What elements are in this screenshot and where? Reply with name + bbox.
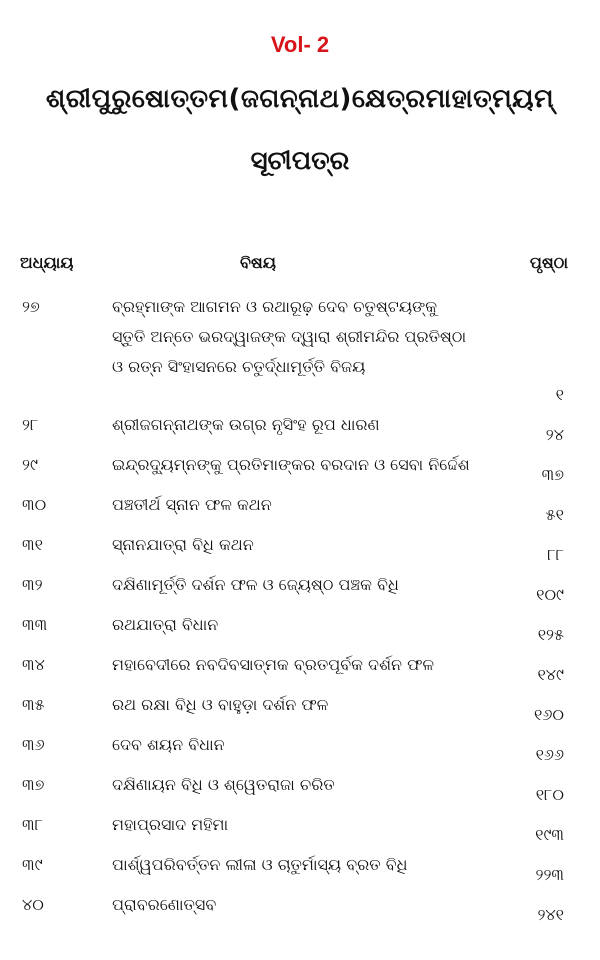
toc-row	[0, 292, 600, 410]
chapter-number: ୨୮	[22, 415, 39, 434]
page-number: ୧୪୯	[537, 665, 564, 684]
chapter-subject: ଦକ୍ଷିଣାମୂର୍ତ୍ତି ଦର୍ଶନ ଫଳ ଓ ଜ୍ୟେଷ୍ଠ ପଞ୍ଚକ ବିଧି	[112, 575, 399, 594]
toc-row	[0, 730, 600, 770]
book-title: ଶ୍ରୀପୁରୁଷୋତ୍ତମ(ଜଗନ୍ନାଥ)କ୍ଷେତ୍ରମାହାତ୍ମ୍ୟମ୍	[45, 84, 555, 114]
page-number: ୧୮୦	[535, 785, 564, 804]
toc-row	[0, 490, 600, 530]
page-number: ୧୦୯	[536, 585, 564, 604]
chapter-number: ୩୩	[22, 615, 48, 634]
toc-row	[0, 610, 600, 650]
chapter-number: ୩୧	[22, 535, 43, 554]
chapter-subject: ପଞ୍ଚତୀର୍ଥ ସ୍ନାନ ଫଳ କଥନ	[112, 495, 272, 514]
page-number: ୧୨୫	[537, 625, 564, 644]
subject-column-header: ବିଷୟ	[240, 253, 276, 272]
chapter-subject: ଶ୍ରୀଜଗନ୍ନାଥଙ୍କ ଉଗ୍ର ନୃସିଂହ ରୂପ ଧାରଣ	[112, 415, 380, 434]
chapter-subject: ଦକ୍ଷିଣାୟନ ବିଧି ଓ ଶ୍ୱେତରାଜା ଚରିତ	[112, 775, 335, 794]
toc-row	[0, 530, 600, 570]
toc-row	[0, 890, 600, 930]
table-of-contents	[0, 292, 600, 930]
chapter-subject: ପାର୍ଶ୍ୱପରିବର୍ତ୍ତନ ଲୀଳା ଓ ଚାତୁର୍ମାସ୍ୟ ବ୍ରତ ବିଧି	[112, 855, 408, 874]
chapter-subject: ଦେବ ଶୟନ ବିଧାନ	[112, 735, 225, 754]
chapter-subject: ମହାବେଦୀରେ ନବଦିବସାତ୍ମକ ବ୍ରତପୂର୍ବକ ଦର୍ଶନ ଫଳ	[112, 655, 434, 674]
chapter-number: ୪୦	[22, 895, 44, 914]
page-number: ୧	[555, 385, 564, 404]
page-number: ୧୬୦	[534, 705, 564, 724]
volume-label: Vol- 2	[270, 32, 330, 57]
page-number: ୨୨୩	[535, 865, 564, 884]
chapter-subject: ବ୍ରହ୍ମାଙ୍କ ଆଗମନ ଓ ରଥାରୂଢ଼ ଦେବ ଚତୁଷ୍ଟୟଙ୍କୁ ସ୍ତୁତି ଅନ୍ତେ ଭରଦ୍ୱାଜଙ୍କ ଦ୍ୱାରା ଶ୍ରୀମନ୍ଦିର ପ୍ରତିଷ୍ଠା ଓ ରତ୍ନ ସିଂହାସନରେ ଚତୁର୍ଦ୍ଧାମୂର୍ତ୍ତି ବିଜୟ	[112, 297, 467, 376]
page-number: ୧୯୩	[535, 825, 564, 844]
toc-row	[0, 410, 600, 450]
chapter-subject: ଇନ୍ଦ୍ରଦ୍ୟୁମ୍ନଙ୍କୁ ପ୍ରତିମାଙ୍କର ବରଦାନ ଓ ସେବା ନିର୍ଦ୍ଦେଶ	[112, 455, 470, 474]
chapter-number: ୩୮	[22, 815, 43, 834]
chapter-subject: ମହାପ୍ରସାଦ ମହିମା	[112, 815, 229, 834]
chapter-subject: ରଥଯାତ୍ରା ବିଧାନ	[112, 615, 219, 634]
page-number: ୮୮	[547, 545, 564, 564]
chapter-column-header: ଅଧ୍ୟାୟ	[20, 253, 74, 272]
chapter-number: ୩୯	[22, 855, 43, 874]
toc-row	[0, 650, 600, 690]
page-number: ୧୬୬	[535, 745, 564, 764]
toc-row	[0, 570, 600, 610]
toc-row	[0, 850, 600, 890]
toc-row	[0, 450, 600, 490]
chapter-number: ୩୨	[22, 575, 43, 594]
page-number: ୩୭	[541, 465, 564, 484]
table-header	[0, 253, 600, 277]
chapter-number: ୨୭	[22, 297, 40, 316]
contents-heading: ସୂଚୀପତ୍ର	[250, 146, 350, 176]
page-column-header: ପୃଷ୍ଠା	[529, 253, 568, 272]
toc-row	[0, 690, 600, 730]
chapter-subject: ରଥ ରକ୍ଷା ବିଧି ଓ ବାହୁଡ଼ା ଦର୍ଶନ ଫଳ	[112, 695, 329, 714]
page-number: ୫୧	[545, 505, 564, 524]
page-number: ୨୪	[545, 425, 564, 444]
chapter-subject: ପ୍ରାବରଣୋତ୍ସବ	[112, 895, 217, 914]
chapter-number: ୩୬	[22, 735, 45, 754]
page-number: ୨୪୧	[537, 905, 564, 924]
chapter-number: ୩୭	[22, 775, 45, 794]
chapter-number: ୩୪	[22, 655, 45, 674]
chapter-subject: ସ୍ନାନଯାତ୍ରା ବିଧି କଥନ	[112, 535, 254, 554]
toc-row	[0, 770, 600, 810]
toc-row	[0, 810, 600, 850]
chapter-number: ୩୦	[22, 495, 47, 514]
chapter-number: ୩୫	[22, 695, 45, 714]
chapter-number: ୨୯	[22, 455, 38, 474]
